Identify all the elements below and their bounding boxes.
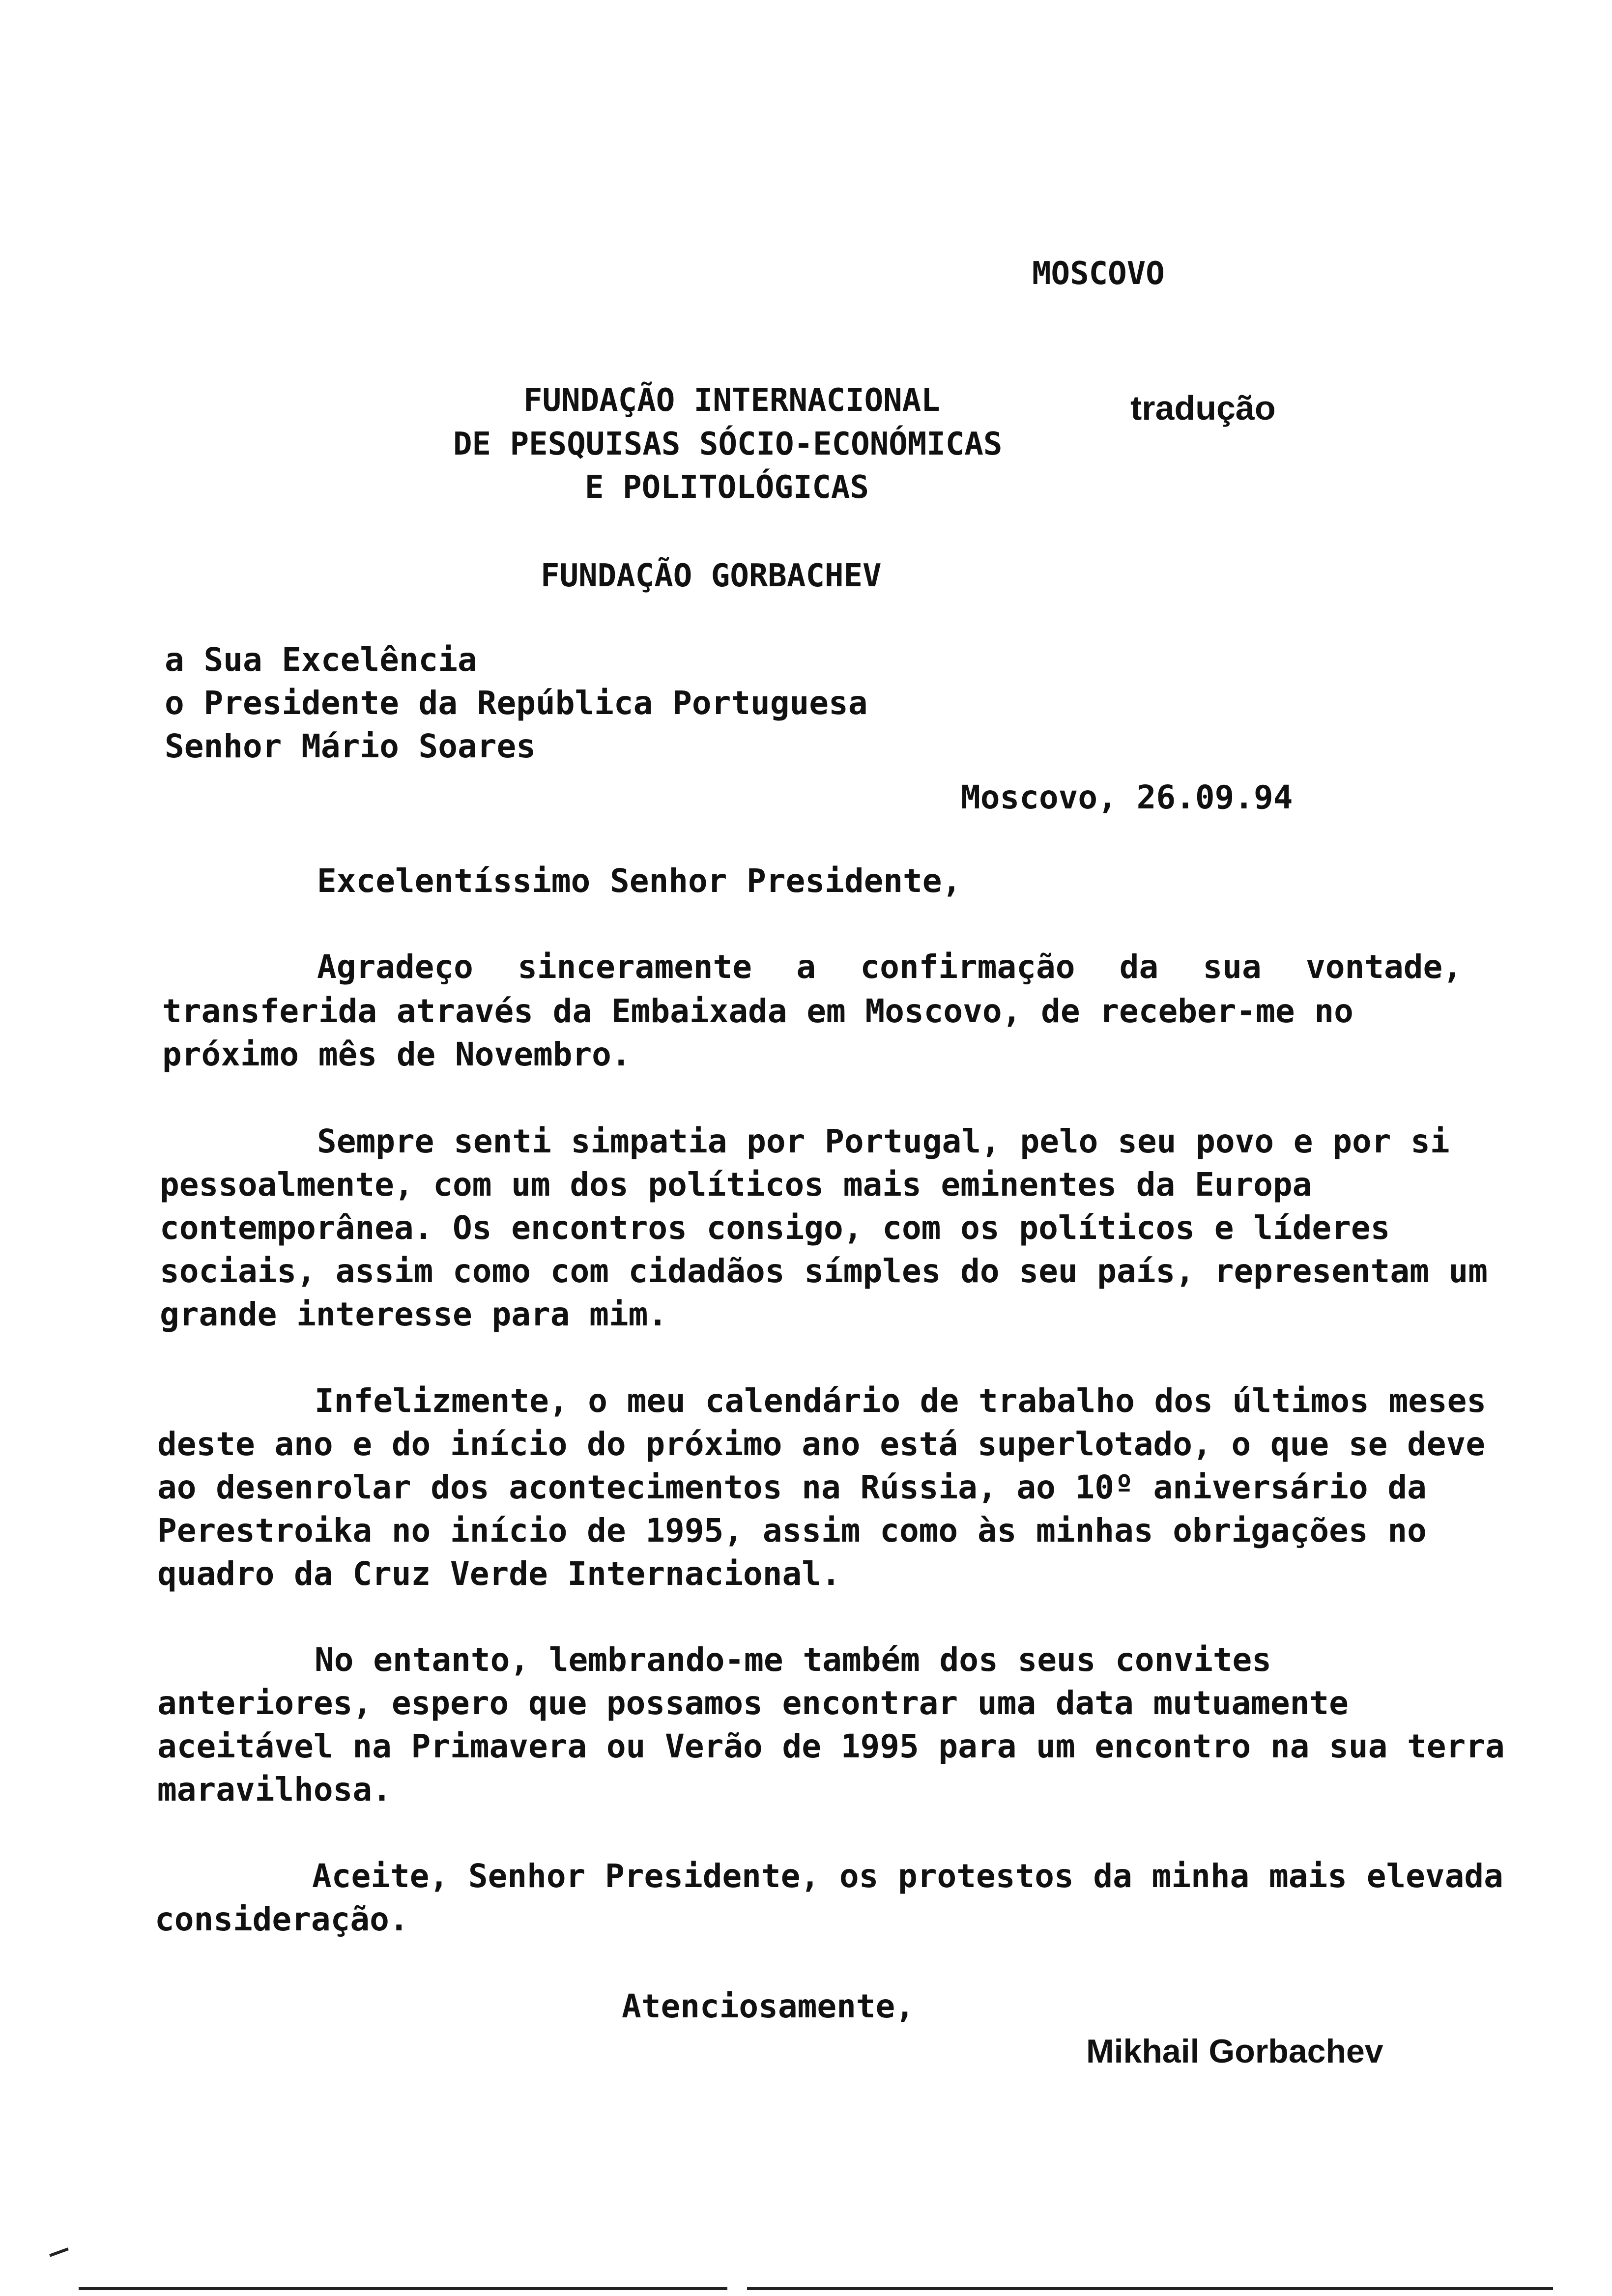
scan-border-line — [747, 2287, 1553, 2290]
signature: Mikhail Gorbachev — [1086, 2033, 1383, 2070]
scan-mark — [49, 2247, 69, 2257]
recipient-line-2: o Presidente da República Portuguesa — [165, 684, 868, 722]
translation-note: tradução — [1130, 389, 1276, 427]
paragraph-2-line-3: contemporânea. Os encontros consigo, com os políticos e líderes — [160, 1209, 1390, 1247]
paragraph-2-line-4: sociais, assim como com cidadãos símples do seu país, representam um — [160, 1252, 1488, 1290]
header-city: MOSCOVO — [1032, 256, 1165, 292]
word: Agradeço — [317, 948, 473, 986]
word: sinceramente — [518, 948, 752, 986]
paragraph-4-line-2: anteriores, espero que possamos encontrar uma data mutuamente — [157, 1684, 1349, 1722]
foundation-line-2: DE PESQUISAS SÓCIO-ECONÓMICAS — [453, 426, 1003, 462]
paragraph-1-line-1 — [317, 948, 1462, 986]
paragraph-4-line-4: maravilhosa. — [157, 1771, 392, 1808]
paragraph-3-line-5: quadro da Cruz Verde Internacional. — [157, 1555, 841, 1593]
date-line: Moscovo, 26.09.94 — [961, 778, 1293, 816]
paragraph-3-line-2: deste ano e do início do próximo ano está superlotado, o que se deve — [157, 1425, 1486, 1463]
closing: Atenciosamente, — [622, 1987, 915, 2025]
word: a — [796, 948, 816, 986]
word: confirmação — [860, 948, 1075, 986]
recipient-line-3: Senhor Mário Soares — [165, 727, 536, 765]
paragraph-2-line-2: pessoalmente, com um dos políticos mais eminentes da Europa — [160, 1166, 1312, 1204]
paragraph-5-line-2: consideração. — [155, 1900, 409, 1938]
paragraph-4-line-3: aceitável na Primavera ou Verão de 1995 para um encontro na sua terra — [157, 1727, 1505, 1765]
foundation-line-3: E POLITOLÓGICAS — [585, 469, 869, 506]
foundation-name: FUNDAÇÃO GORBACHEV — [541, 558, 882, 594]
word: da — [1119, 948, 1159, 986]
paragraph-3-line-3: ao desenrolar dos acontecimentos na Rússia, ao 10º aniversário da — [157, 1468, 1427, 1506]
word: sua — [1203, 948, 1262, 986]
paragraph-2-line-5: grande interesse para mim. — [160, 1295, 668, 1333]
paragraph-1-line-3: próximo mês de Novembro. — [162, 1035, 631, 1073]
recipient-line-1: a Sua Excelência — [165, 641, 477, 679]
paragraph-5-line-1: Aceite, Senhor Presidente, os protestos da minha mais elevada — [312, 1857, 1503, 1895]
paragraph-3-line-4: Perestroika no início de 1995, assim como às minhas obrigações no — [157, 1512, 1427, 1550]
paragraph-2-line-1: Sempre senti simpatia por Portugal, pelo seu povo e por si — [317, 1122, 1450, 1160]
scan-border-line — [79, 2287, 727, 2290]
foundation-line-1: FUNDAÇÃO INTERNACIONAL — [523, 382, 940, 419]
paragraph-3-line-1: Infelizmente, o meu calendário de trabalho dos últimos meses — [315, 1382, 1487, 1420]
paragraph-4-line-1: No entanto, lembrando-me também dos seus convites — [315, 1641, 1272, 1679]
paragraph-1-line-2: transferida através da Embaixada em Moscovo, de receber-me no — [162, 992, 1353, 1030]
salutation: Excelentíssimo Senhor Presidente, — [317, 862, 962, 900]
word: vontade, — [1306, 948, 1462, 986]
